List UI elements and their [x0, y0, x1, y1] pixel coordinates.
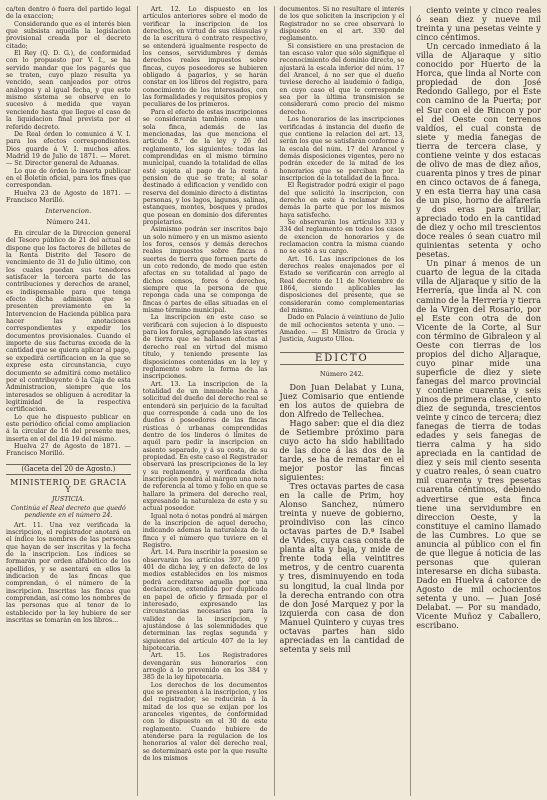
section-heading: Intervencion. — [45, 207, 92, 216]
paragraph: ca/ten dentro ó fuera del partido legal de la exaccion; — [6, 6, 131, 21]
notice-number: Número 242. — [319, 370, 364, 379]
paragraph: Lo que de órden lo inserta publicar en el Boletín oficial, para los fines que correspondan. — [6, 167, 131, 190]
paragraph: El Registrador podrá exigir el pago del que solicitó la inscripcion, con derecho en este á reclamar de los demás la parte que por los mismos haya satisfecho. — [279, 182, 405, 219]
paragraph: Igual nota ó notas pondrá al márgen de la inscripcion de aquel derecho, indicando ademas la naturaleza de la finca y el número que tuviere en el Registro. — [142, 512, 268, 550]
column-2 — [137, 6, 268, 796]
paragraph: Art. 12. Lo dispuesto en los artículos anteriores sobre el modo de verificar la inscripcion de los derechos, en virtud de sus cláusulas y de la escritura ó contrato respectivo, se entenderá igualmente respecto de los censos, servidumbres y demás derechos reales impuestos sobre fincas, cuyos poseedores se hubieren obligado á pagarlos, y se harán constar en los libros del registro, para conocimiento de los interesados, con las formalidades y requisitos propios y peculiares de los primeros. — [142, 6, 268, 109]
continuation-note: Continúa el Real decreto que quedó pendiente en el número 24. — [10, 505, 126, 520]
paragraph: Asimismo podrán ser inscritos bajo un solo número y en un mismo asiento los foros, censos y demás derechos reales impuestos sobre fincas ó suertes de tierra que formen parte de un coto redondo, de modo que estén afectas en su totalidad al pago de dichos censos, foros ó derechos, siempre que la persona de que reponga cada una se componga de fincas ó partes de ellas situadas en el mismo término municipal. — [142, 226, 268, 315]
paragraph: Si consistiere en una prestacion de tan escaso valor que sólo signifique el reconocimiento del dominio directo, se ajustará la escala inferior del núm. 17 del Arancel, á no ser que el dueño tuviese derecho al laudemio ó fadiga, en cuyo caso el que le corresponde sea por la última transmision se considerará como precio del mismo derecho. — [279, 42, 405, 116]
signature: Huelva 27 de Agosto de 1871. — Francisco Morilló. — [6, 442, 131, 458]
edicto-body — [280, 383, 405, 654]
paragraph: Tres octavas partes de casa en la calle de Prim, hoy Alonso Sanchez, número treinta y nueve de gobierno, proindiviso con las cinco octavas partes de D.ª Isabel de Vides, cuya casa consta de planta alta y baja, y mide de frente toda ella veintitres metros, y de centro cuarenta y tres, disminuyendo en toda su longitud, la cual linda por la derecha entrando con otra de don José Marquez y por la izquierda con casa de don Manuel Quintero y cuyas tres octavas partes han sido apreciadas en la cantidad de setenta y seis mil — [279, 481, 405, 654]
paragraph: ciento veinte y cinco reales ó sean diez y nueve mil treinta y una pesetas veinte y cinco céntimos. — [416, 6, 541, 43]
paragraph: Hago saber: que el dia diez de Setiembre próximo para cuyo acto ha sido habilitado de las doce á las dos de la tarde, se ha de rematar en el mejor postor las fincas siguientes: — [279, 417, 405, 482]
paragraph: Art. 15. Los Registradores devengarán sus honorarios con arreglo á lo prevenido en los 384 y 385 de la ley hipotecaria. — [142, 652, 268, 682]
paragraph: Para el efecto de estas inscripciones se considerarán también como una sola finca, además de las mencionadas, las que menciona el artículo 8.° de la ley y 26 del reglamento, los siguientes: todas las comprendidas en el mismo término municipal, cuando la totalidad de ellas esté sujeta al pago de la renta ó pension de que se trate; al solar destinado á edificacion y vendido con reserva del dominio directo á distintas personas, y los lagos, lagunas, salinas, estanques, montes, bosques y prados que posean en dominio dos diferentes propietarios. — [142, 108, 268, 226]
paragraph: Considerando que es el interés bien que subsista aquella la legislacion provisional creada por el decreto citado; — [6, 20, 131, 50]
paragraph: Un cercado inmediato á la villa de Aljaraque y sitio conocido por Huerto de la Horca, que linda al Norte con propiedad de don José Redondo Gallego, por el Este con camino de la Puerta; por el Sur con el de Rincon y por el del Oeste con terrenos valdíos, el cual consta de siete y media fanegas de tierra de tercera clase, y contiene veinte y dos estacas de olivo de mas de diez años, cuarenta pinos y tres de pinar en cinco octavos de á fanega, y en esta tierra hay una casa de un piso, horno de alfarería y dos eras para trillar, apreciado todo en la cantidad de diez y ocho mil trescientos doce reales ó sean cuatro mil quinientas setenta y ocho pesetas. — [416, 41, 541, 260]
paragraph: Art. 14. Para inscribir la posesion se observarán los artículos 397, 400 y 401 de dicha ley, y en defecto de los medios establecidos en los mismos podrá acreditarse aquella por una declaracion, extendida por duplicado en papel de oficio y firmada por el interesado, expresando las circunstancias necesarias para la validez de la inscripcion, y ajustándose á las solemnidades que determinan las reglas segunda y siguientes del artículo 407 de la ley hipotecaria. — [142, 549, 268, 652]
paragraph: documentos. Si no resultare el interés de los que soliciten la inscripcion y el Registrador no se cree observará lo dispuesto en el art. 330 del reglamento. — [279, 6, 405, 43]
paragraph: Don Juan Delabat y Luna, Juez Comisario que entiende en los autos de quiebra de don Alfredo de Tellechea. — [279, 381, 405, 419]
paragraph: Art. 11. Una vez verificada la inscripcion, el registrador anotará en el índice los nombres de las personas que hayan de ser inscritas y la fecha de la inscripcion. Los índices se formarán por orden alfabético de los apellidos, y se asentará en ellos la indicacion de las fincas que comprendan, ó el número de la inscripcion. Inscritas las fincas que comprendan, así como los nombres de las personas que al tenor de lo establecido por la ley hubiere de ser inscritas se tomarán en los libros... — [6, 521, 131, 625]
ministry-subtitle: JUSTICIA. — [52, 495, 85, 503]
paragraph: En circular de la Direccion general del Tesoro público de 21 del actual se dispone que los factores de billetes de la Renta Distrito del Tesoro de vencimiento de 31 de Julio último, con los cuales puedan sus tenedores satisfacer la tercera parte de las contribuciones y derechos de aranel, es indispensable para que tenga efecto dicha admision que se presenten previamente en la Intervencion de Hacienda pública para hacer las anotaciones correspondientes y expedir los documentos provisionales. Cuando el importe de sus facturas exceda de la cantidad que se quiera aplicar al pago, se expedirá certificacion en la que se exprese esta circunstancia, cuyo documento se admitirá como metálico por el contribuyente ó la Caja de esta Administracion, siempre que los interesados se obliguen á acreditar la legitimidad de la respectiva certificacion. — [6, 229, 131, 414]
paragraph: Los derechos de los documentos que se presenten á la inscripcion, y los del registrador, se reducirán á la mitad de los que se exijan por los aranceles vigentes, de conformidad con lo dispuesto en el 30 de este reglamento. Cuando hubiere de atenderse para la regulacion de los honorarios al valor del derecho real, se determinará este por la que resulte de los mismos — [142, 681, 268, 763]
paragraph: Dado en Palacio á veintiuno de Julio de mil ochocientos setenta y uno. — Amadeo. — El Ministro de Gracia y Justicia, Augusto Ulloa. — [279, 314, 405, 344]
paragraph: La inscripcion en este caso se verificará con sujecion á lo dispuesto para los forales, agrupando las suertes de tierra que se hallasen afectas al derecho real en virtud del mismo título, y teniendo presente las disposiciones contenidas en la ley y reglamento sobre la forma de las inscripciones. — [142, 314, 268, 381]
notice-number: Número 241. — [46, 217, 91, 226]
paragraph: Un pinar á menos de un cuarto de legua de la citada villa de Aljaraque y sitio de la Herrería, que linda al N. con camino de la Herrería y tierra de la Virgen del Rosario, por el Este con otra de don Vicente de la Corte, al Sur con término de Gibraleon y al Oeste con tierras de los propios del dicho Aljaraque, cuyo pinar mide una superficie de diez y siete fanegas del marco provincial y contiene cuarenta y seis pinos de primera clase, ciento diez de segunda, trescientos veinte y cinco de tercera; diez fanegas de tierra de todas edades y seis fanegas de tierra calma y ha sido apreciada en la cantidad de diez y seis mil ciento sesenta y cuatro reales, ó sean cuatro mil cuarenta y tres pesetas cuarenta céntimos, debiendo advertirse que esta finca tiene una servidumbre en direccion Oeste, y la constituye el camino llamado de las Cumbres. Lo que se anuncia al público con el fin de que llegue á noticia de las personas que quieran interesarse en dicha subasta. Dado en Huelva á catorce de Agosto de mil ochocientos setenta y uno. — Juan José Delabat. — Por su mandado, Vicente Muñoz y Caballero, escribano. — [416, 258, 541, 631]
column-3 — [274, 6, 405, 796]
paragraph: Se observarán los artículos 333 y 334 del reglamento en todos los casos de exencion de honorarios y de reclamacion contra la misma cuando no se esté a su cargo. — [279, 218, 405, 256]
gaceta-header: (Gaceta del 20 de Agosto.) — [6, 464, 131, 475]
ministry-title: MINISTERIO DE GRACIA Y — [10, 477, 127, 495]
edicto-title: EDICTO — [280, 352, 405, 365]
paragraph: El Rey (Q. D. G.), de conformidad con lo propuesto por V. I., se ha servido mandar que los pagarés que se traten, cuyo plazo resulta ya vencido, sean canjeados por otros análogos y al igual fecha, y que este mismo sistema se observe en lo sucesivo á medida que vayan venciendo hasta que llegue el caso de la liquidacion final prevista por el referido decreto. — [6, 50, 131, 131]
paragraph: Art. 16. Las inscripciones de los derechos reales enajenados por el Estado se verificarán con arreglo al Real decreto de 11 de Noviembre de 1864, siendo aplicables las disposiciones del presente, que se considerarán como complementarias del mismo. — [279, 255, 405, 315]
paragraph: De Real órden lo comunico á V. I. para los efectos correspondientes. Dios guarde á V. I. muchos años. Madrid 19 de Julio de 1871. — Moret. — Sr. Director general de Aduanas. — [6, 130, 131, 168]
signature: Huelva 23 de Agosto de 1871. — Francisco Morilló. — [6, 189, 131, 204]
paragraph: Art. 13. La inscripcion de la totalidad de un inmueble hecha á solicitud del dueño del derecho real se entenderá sin perjuicio de la facultad que corresponde á cada uno de los dueños ó poseedores de las fincas rústicas ó urbanas comprendidas dentro de los linderos ó límites de aquél para pedir la inscripcion en asiento separado, y á su costa, de su propiedad. En este caso el Registrador observará las prescripciones de la ley y su reglamento, y verificada dicha inscripcion pondrá al márgen una nota de referencia al tomo y folio en que se hallare la primera del derecho real, expresando la naturaleza de este y su actual poseedor. — [142, 380, 268, 513]
paragraph: Los honorarios de las inscripciones verificadas á instancia del dueño de que contiene la relacion del art. 13, serán los que se satisfarán conforme á la escala del núm. 17 del Arancel y demás disposiciones vigentes, pero no podrán exceder de la mitad de los honorarios que se perciban por la inscripcion de la totalidad de la finca. — [279, 116, 405, 182]
column-1 — [6, 6, 131, 796]
paragraph: Lo que he dispuesto publicar en este periódico oficial como ampliacion á la circular de 16 del presente mes, inserta en el del dia 19 del mismo. — [6, 413, 131, 443]
column-4 — [410, 6, 541, 796]
